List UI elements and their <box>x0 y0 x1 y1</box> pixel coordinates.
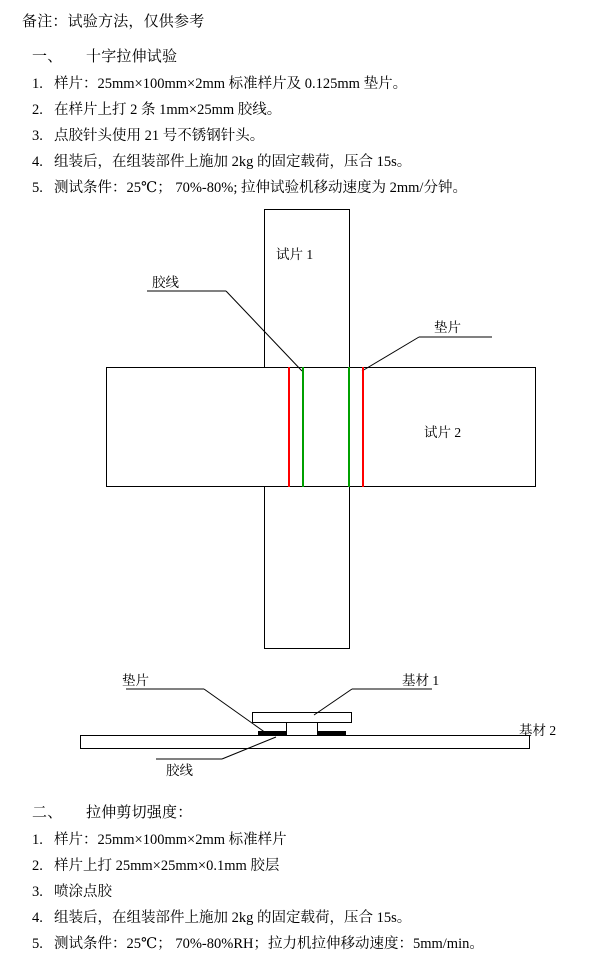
glue-line-label-2: 胶线 <box>166 763 193 779</box>
list-item <box>32 830 586 851</box>
list-item <box>32 152 586 173</box>
list-item-text: 测试条件：25℃； 70%-80%RH；拉力机拉伸移动速度：5mm/min。 <box>54 936 484 953</box>
list-item-text: 组装后，在组装部件上施加 2kg 的固定载荷，压合 15s。 <box>54 910 412 927</box>
section-2-number: 二、 <box>32 805 63 822</box>
list-item-index: 1. <box>32 832 43 849</box>
list-item <box>32 126 586 147</box>
list-item-index: 2. <box>32 102 43 119</box>
gasket-line-right <box>348 367 350 487</box>
list-item <box>32 934 586 955</box>
specimen-2-label: 试片 2 <box>424 425 462 441</box>
document-page <box>0 10 600 975</box>
section-1-steps <box>14 74 586 199</box>
list-item-index: 4. <box>32 154 43 171</box>
section-2-heading: 拉伸剪切强度： <box>86 805 193 822</box>
list-item-index: 5. <box>32 936 43 953</box>
leader-lines-svg-2 <box>14 667 586 787</box>
list-item <box>32 908 586 929</box>
list-item-index: 4. <box>32 910 43 927</box>
list-item-text: 在样片上打 2 条 1mm×25mm 胶线。 <box>54 102 282 119</box>
section-2-block <box>14 801 586 955</box>
glue-leader-diagonal <box>226 291 302 371</box>
list-item-text: 样片上打 25mm×25mm×0.1mm 胶层 <box>54 858 280 875</box>
list-item-index: 3. <box>32 128 43 145</box>
gasket-leader-diagonal <box>362 337 419 371</box>
glue-line-label: 胶线 <box>152 275 179 291</box>
substrate-1-label: 基材 1 <box>402 673 440 689</box>
gasket-line-left <box>302 367 304 487</box>
glue-line-right <box>362 367 364 487</box>
list-item-index: 1. <box>32 76 43 92</box>
leader-lines-svg <box>14 209 586 649</box>
section-1-title <box>32 45 586 66</box>
list-item-text: 喷涂点胶 <box>54 884 112 901</box>
list-item-text: 样片：25mm×100mm×2mm 标准样片及 0.125mm 垫片。 <box>54 76 408 92</box>
list-item <box>32 856 586 877</box>
substrate1-leader-diagonal <box>314 689 352 715</box>
list-item-text: 组装后，在组装部件上施加 2kg 的固定载荷，压合 15s。 <box>54 154 412 171</box>
cross-tensile-diagram <box>14 209 586 649</box>
list-item <box>32 178 586 199</box>
substrate-2-label: 基材 2 <box>519 723 557 739</box>
gasket-label-2: 垫片 <box>122 673 149 689</box>
list-item <box>32 100 586 121</box>
list-item-index: 5. <box>32 180 43 197</box>
list-item-index: 2. <box>32 858 43 875</box>
list-item-index: 3. <box>32 884 43 901</box>
glue-line-left <box>288 367 290 487</box>
specimen-1-label: 试片 1 <box>276 247 314 263</box>
section-2-steps <box>14 830 586 955</box>
list-item-text: 测试条件：25℃； 70%-80%; 拉伸试验机移动速度为 2mm/分钟。 <box>54 180 467 197</box>
gasket2-leader-diagonal <box>204 689 266 733</box>
list-item-text: 样片：25mm×100mm×2mm 标准样片 <box>54 832 287 849</box>
side-view-diagram <box>14 667 586 787</box>
section-1-number: 一、 <box>32 49 63 65</box>
list-item <box>32 74 586 95</box>
list-item-text: 点胶针头使用 21 号不锈钢针头。 <box>54 128 265 145</box>
list-item <box>32 882 586 903</box>
section-2-title <box>32 801 586 822</box>
section-1-heading: 十字拉伸试验 <box>86 49 178 65</box>
note-line: 备注：试验方法，仅供参考 <box>22 14 205 30</box>
gasket-label: 垫片 <box>434 320 461 336</box>
glue2-leader-diagonal <box>222 737 276 759</box>
